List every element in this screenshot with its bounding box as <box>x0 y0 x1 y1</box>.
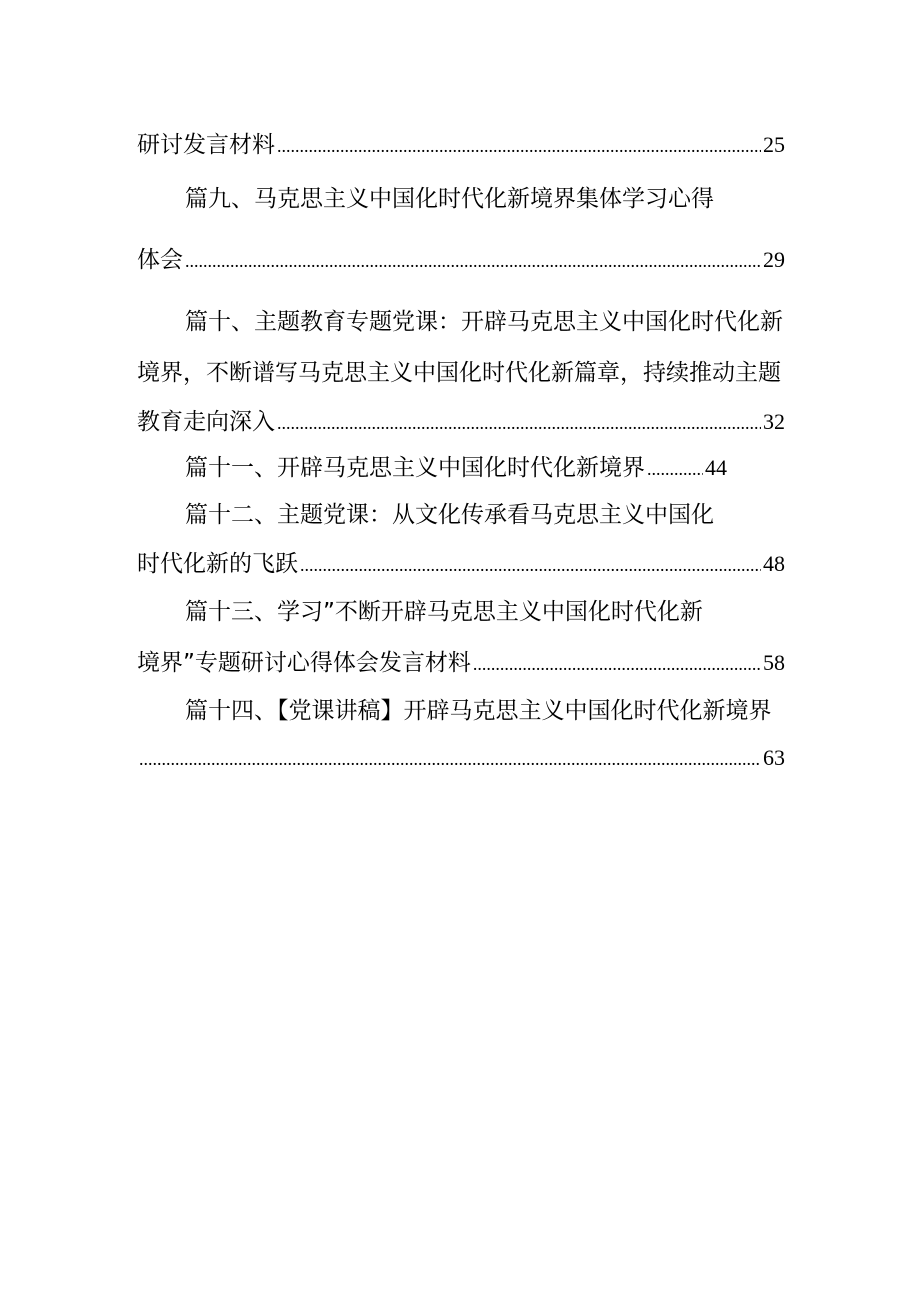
toc-entry-14-line-1[interactable] <box>137 696 785 726</box>
toc-entry-13-line-1[interactable] <box>137 597 785 627</box>
toc-entry-11[interactable] <box>137 453 785 483</box>
toc-entry-text: 教育走向深入 <box>137 409 275 435</box>
dot-leader <box>471 649 761 679</box>
toc-page-number: 29 <box>763 247 785 272</box>
toc-entry-text: 篇十三、学习”不断开辟马克思主义中国化时代化新 <box>185 599 703 625</box>
toc-page-number: 48 <box>763 551 785 576</box>
toc-page-number: 58 <box>763 650 785 675</box>
toc-entry-text: 研讨发言材料 <box>137 132 275 158</box>
toc-entry-9-line-1[interactable] <box>137 184 785 214</box>
dot-leader <box>275 408 761 438</box>
dot-leader <box>137 744 761 774</box>
toc-entry-text: 篇十、主题教育专题党课：开辟马克思主义中国化时代化新 <box>185 309 783 335</box>
toc-entry-14-line-2[interactable] <box>137 743 785 773</box>
toc-page-number: 44 <box>705 455 727 480</box>
toc-page-number: 32 <box>763 409 785 434</box>
dot-leader <box>645 454 703 484</box>
toc-entry-12-line-1[interactable] <box>137 500 785 530</box>
toc-entry-text: 境界”专题研讨心得体会发言材料 <box>137 650 471 676</box>
toc-page-number: 25 <box>763 132 785 157</box>
toc-entry-text: 境界，不断谱写马克思主义中国化时代化新篇章，持续推动主题 <box>137 360 781 386</box>
toc-entry-text: 时代化新的飞跃 <box>137 551 298 577</box>
toc-entry-10-line-2[interactable] <box>137 358 785 388</box>
toc-entry-13-line-2[interactable] <box>137 648 785 678</box>
toc-entry-continuation[interactable] <box>137 130 785 160</box>
toc-entry-text: 篇十四、【党课讲稿】开辟马克思主义中国化时代化新境界 <box>185 698 772 724</box>
toc-page-number: 63 <box>763 745 785 770</box>
toc-entry-10-line-1[interactable] <box>137 307 785 337</box>
toc-entry-9-line-2[interactable] <box>137 245 785 275</box>
dot-leader <box>183 246 761 276</box>
dot-leader <box>275 131 761 161</box>
toc-entry-text: 篇十二、主题党课：从文化传承看马克思主义中国化 <box>185 502 714 528</box>
toc-entry-text: 体会 <box>137 247 183 273</box>
toc-entry-text: 篇十一、开辟马克思主义中国化时代化新境界 <box>185 455 645 481</box>
dot-leader <box>298 550 761 580</box>
toc-entry-12-line-2[interactable] <box>137 549 785 579</box>
toc-entry-10-line-3[interactable] <box>137 407 785 437</box>
toc-entry-text: 篇九、马克思主义中国化时代化新境界集体学习心得 <box>185 186 714 212</box>
